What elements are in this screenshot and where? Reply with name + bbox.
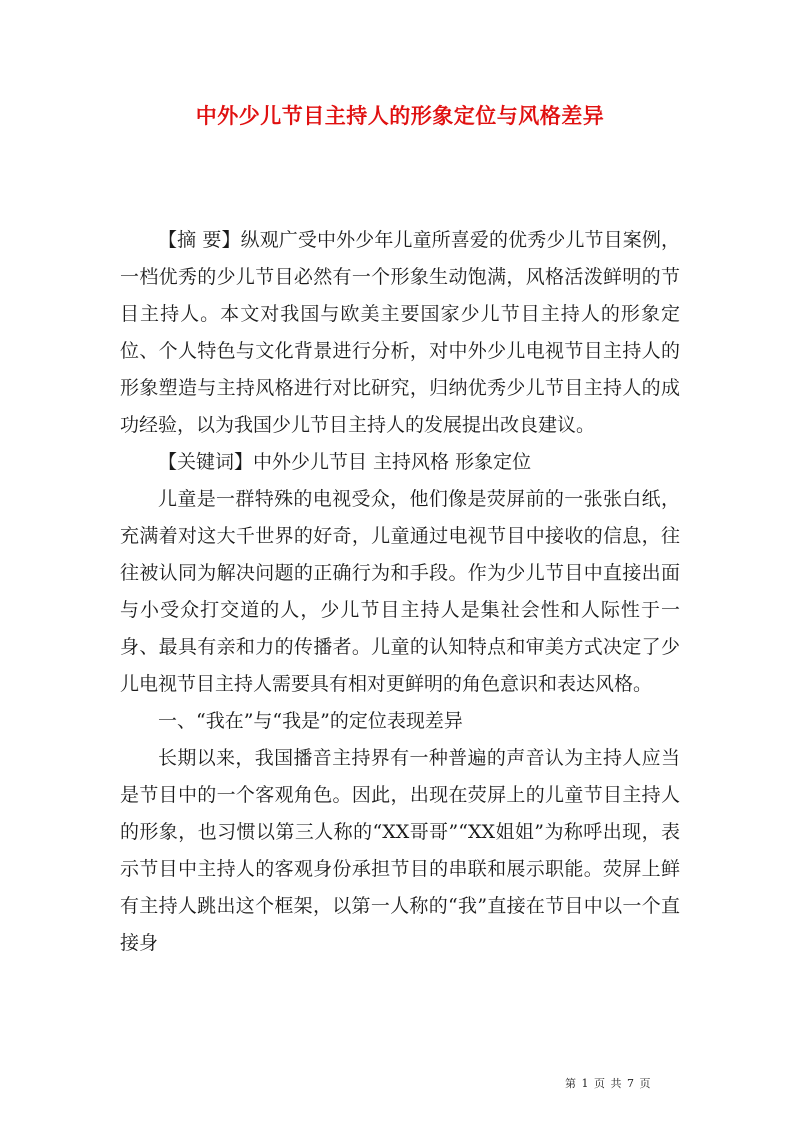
keywords-paragraph: 【关键词】中外少儿节目 主持风格 形象定位 [158,451,532,473]
section-heading: 一、“我在”与“我是”的定位表现差异 [158,710,463,732]
section-paragraph: 长期以来，我国播音主持界有一种普遍的声音认为主持人应当是节目中的一个客观角色。因此，出现在荧屏上的儿童节目主持人的形象，也习惯以第三人称的“XX哥哥”“XX姐姐”为称呼出现，表示节目中主持人的客观身份承担节目的串联和展示职能。荧屏上鲜有主持人跳出这个框架，以第一人称的“我”直接在节目中以一个直接身 [120,747,680,954]
abstract-paragraph: 【摘 要】纵观广受中外少年儿童所喜爱的优秀少儿节目案例，一档优秀的少儿节目必然有一个形象生动饱满，风格活泼鲜明的节目主持人。本文对我国与欧美主要国家少儿节目主持人的形象定位、个人特色与文化背景进行分析，对中外少儿电视节目主持人的形象塑造与主持风格进行对比研究，归纳优秀少儿节目主持人的成功经验，以为我国少儿节目主持人的发展提出改良建议。 [120,229,680,436]
intro-paragraph: 儿童是一群特殊的电视受众，他们像是荧屏前的一张张白纸，充满着对这大千世界的好奇，儿童通过电视节目中接收的信息，往往被认同为解决问题的正确行为和手段。作为少儿节目中直接出面与小受众打交道的人，少儿节目主持人是集社会性和人际性于一身、最具有亲和力的传播者。儿童的认知特点和审美方式决定了少儿电视节目主持人需要具有相对更鲜明的角色意识和表达风格。 [120,488,680,695]
document-body [120,222,680,962]
document-title: 中外少儿节目主持人的形象定位与风格差异 [195,103,605,128]
page-number: 第 1 页 共 7 页 [565,1077,652,1090]
